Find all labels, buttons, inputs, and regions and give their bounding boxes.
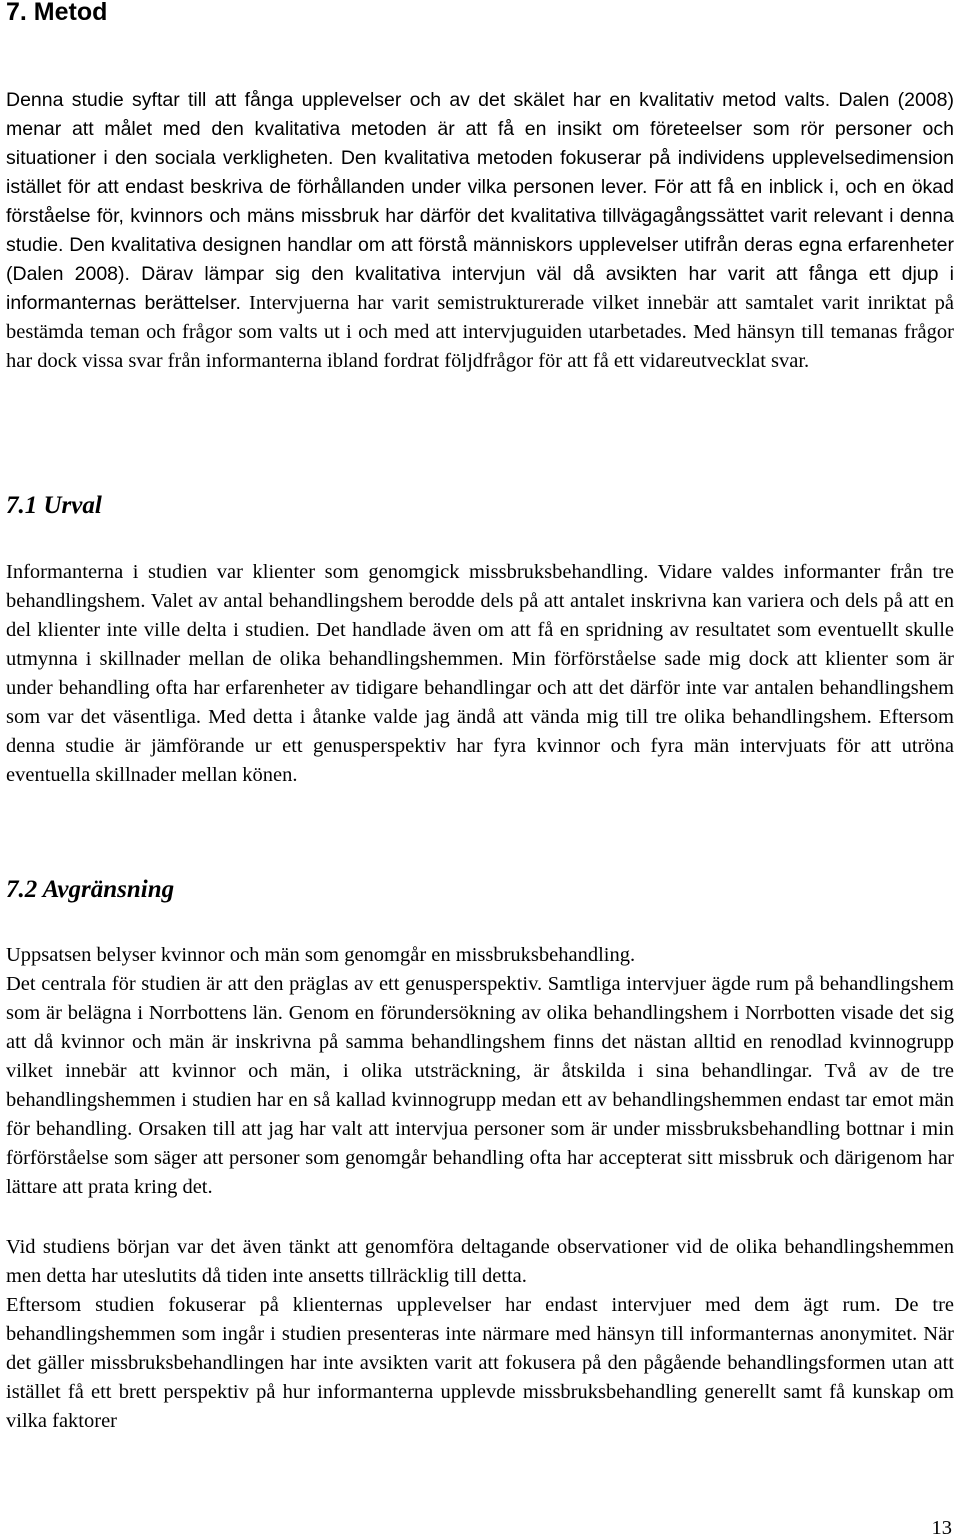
- delimitation-paragraph-2: Det centrala för studien är att den präglas av ett genusperspektiv. Samtliga intervjuer ägde rum på behandlingshem som är belägna i Norrbottens län. Genom en förundersökning av olika behandlingshem i Norrbotten visade det sig att då kvinnor och män är inskrivna på samma behandlingshem finns det nästan alltid en renodlad kvinnogrupp vilket innebär att kvinnor och män, i olika utsträckning, är åtskilda i sina behandlingar. Två av de tre behandlingshemmen i studien har en så kallad kvinnogrupp medan ett av behandlingshemmen endast tar emot män för behandling. Orsaken till att jag har valt att intervjua personer som är under missbruksbehandling bottnar i min förförståelse som säger att personer som genomgår behandling ofta har accepterat sitt missbruk och därigenom har lättare att prata kring det.: [6, 973, 954, 1198]
- delimitation-paragraph-3: Vid studiens början var det även tänkt att genomföra deltagande observationer vid de olika behandlingshemmen men detta har uteslutits då tiden inte ansetts tillräcklig till detta.: [6, 1236, 954, 1287]
- section-heading-avgransning: 7.2 Avgränsning: [6, 876, 175, 903]
- page-number: 13: [931, 1517, 952, 1539]
- method-text-serif: Intervjuerna har varit semistrukturerade vilket innebär att samtalet varit inriktat på bestämda teman och frågor som valts ut i och med att intervjuguiden utarbetades. Med hänsyn till temanas frågor har dock vissa svar från informanterna ibland fordrat följdfrågor för att få ett vidareutvecklat svar.: [6, 292, 954, 372]
- section-heading-metod: 7. Metod: [6, 0, 108, 26]
- selection-paragraph: Informanterna i studien var klienter som genomgick missbruksbehandling. Vidare valdes informanter från tre behandlingshem. Valet av antal behandlingshem berodde dels på att antalet inskrivna kan variera och dels på att en del klienter inte ville delta i studien. Det handlade även om att få en spridning av resultatet som eventuellt skulle utmynna i skillnader mellan de olika behandlingshemmen. Min förförståelse sade mig dock att klienter som är under behandling ofta har erfarenheter av tidigare behandlingar och att det därför inte var antalen behandlingshem som var det väsentliga. Med detta i åtanke valde jag ändå att vända mig till tre olika behandlingshem. Eftersom denna studie är jämförande ur ett genusperspektiv har fyra kvinnor och fyra män intervjuats för att utröna eventuella skillnader mellan könen.: [6, 561, 954, 786]
- section-heading-urval: 7.1 Urval: [6, 492, 102, 519]
- delimitation-paragraph-1: Uppsatsen belyser kvinnor och män som genomgår en missbruksbehandling.: [6, 944, 636, 966]
- method-paragraph: [6, 86, 954, 376]
- method-text-sans: Denna studie syftar till att fånga upplevelser och av det skälet har en kvalitativ metod valts. Dalen (2008) menar att målet med den kvalitativa metoden är att få en insikt om företeelser som rör personer och situationer i den sociala verkligheten. Den kvalitativa metoden fokuserar på individens upplevelsedimension istället för att endast beskriva de förhållanden under vilka personen lever. För att få en inblick i, och en ökad förståelse för, kvinnors och mäns missbruk har därför det kvalitativa tillvägagångssättet varit relevant i denna studie. Den kvalitativa designen handlar om att förstå människors upplevelser utifrån deras egna erfarenheter (Dalen 2008). Därav lämpar sig den kvalitativa intervjun väl då avsikten har varit att fånga ett djup i informanternas berättelser.: [6, 89, 954, 314]
- delimitation-paragraph-4: Eftersom studien fokuserar på klienternas upplevelser har endast intervjuer med dem ägt rum. De tre behandlingshemmen som ingår i studien presenteras inte närmare med hänsyn till informanternas anonymitet. När det gäller missbruksbehandlingen har inte avsikten varit att fokusera på den pågående behandlingsformen utan att istället få ett brett perspektiv på hur informanterna upplevde missbruksbehandling generellt samt få kunskap om vilka faktorer: [6, 1294, 954, 1432]
